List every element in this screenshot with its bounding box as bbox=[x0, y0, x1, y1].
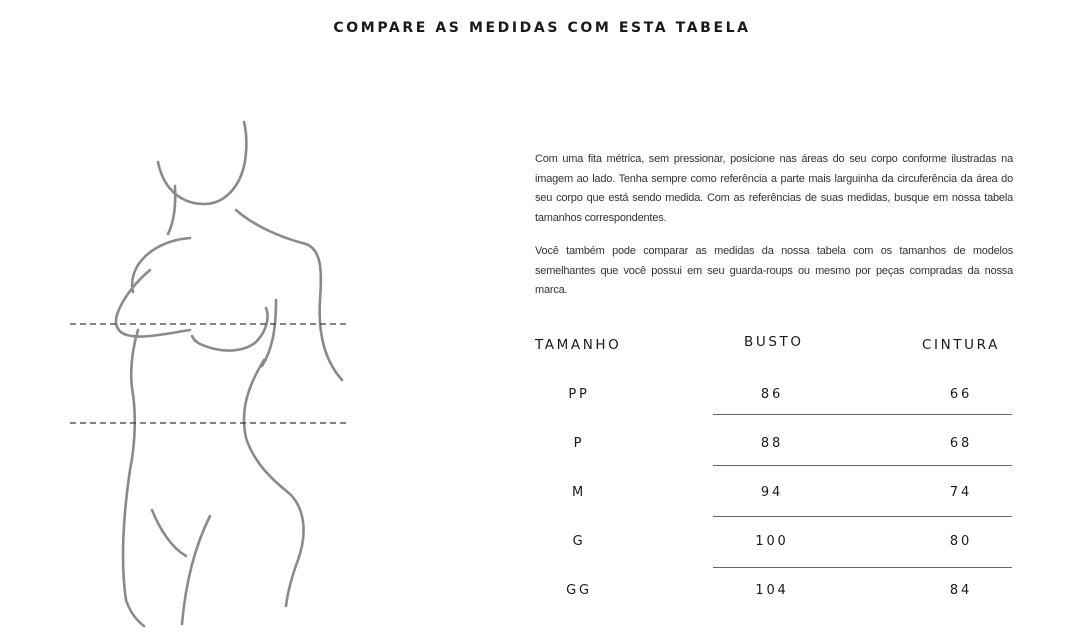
left-torso bbox=[123, 330, 138, 600]
row-pp-bust: 86 bbox=[760, 387, 784, 402]
row-m-size: M bbox=[571, 485, 587, 500]
page-title: COMPARE AS MEDIDAS COM ESTA TABELA bbox=[333, 20, 751, 36]
left-leg-inner bbox=[152, 510, 186, 556]
row-pp-waist: 66 bbox=[949, 387, 973, 402]
row-gg-waist: 84 bbox=[949, 583, 973, 598]
row-p-waist: 68 bbox=[949, 436, 973, 451]
row-divider bbox=[713, 516, 1012, 517]
body-measurement-illustration bbox=[0, 0, 520, 639]
right-waist-hip bbox=[244, 360, 304, 606]
row-g-bust: 100 bbox=[755, 534, 789, 549]
instructions bbox=[535, 150, 1013, 301]
right-leg-inner bbox=[182, 516, 210, 624]
row-g-size: G bbox=[572, 534, 586, 549]
row-gg-bust: 104 bbox=[755, 583, 789, 598]
row-g-waist: 80 bbox=[949, 534, 973, 549]
right-shoulder-arm bbox=[236, 210, 342, 380]
row-divider bbox=[713, 567, 1012, 568]
left-leg-outer bbox=[126, 600, 144, 626]
left-breast bbox=[116, 270, 190, 337]
row-divider bbox=[713, 414, 1012, 415]
face-outline bbox=[158, 122, 246, 204]
row-gg-size: GG bbox=[566, 583, 592, 598]
row-divider bbox=[713, 465, 1012, 466]
header-size: TAMANHO bbox=[535, 337, 622, 353]
row-m-bust: 94 bbox=[760, 485, 784, 500]
instructions-paragraph-1: Com uma fita métrica, sem pressionar, posicione nas áreas do seu corpo conforme ilustradas na imagem ao lado. Tenha sempre como referência a parte mais larguinha da circuferência da área do seu corpo que está sendo medida. Com as referências de suas medidas, busque em nossa tabela tamanhos correspondentes. bbox=[535, 153, 1013, 224]
right-breast bbox=[192, 308, 268, 351]
header-waist: CINTURA bbox=[922, 337, 1000, 353]
left-shoulder bbox=[132, 238, 190, 292]
row-p-bust: 88 bbox=[760, 436, 784, 451]
instructions-paragraph-2: Você também pode comparar as medidas da nossa tabela com os tamanhos de modelos semelhantes que você possui em seu guarda-roups ou mesmo por peças compradas da nossa marca. bbox=[535, 245, 1013, 296]
row-m-waist: 74 bbox=[949, 485, 973, 500]
row-p-size: P bbox=[573, 436, 585, 451]
row-pp-size: PP bbox=[568, 387, 590, 402]
neck-left bbox=[168, 186, 175, 234]
header-bust: BUSTO bbox=[744, 334, 804, 350]
